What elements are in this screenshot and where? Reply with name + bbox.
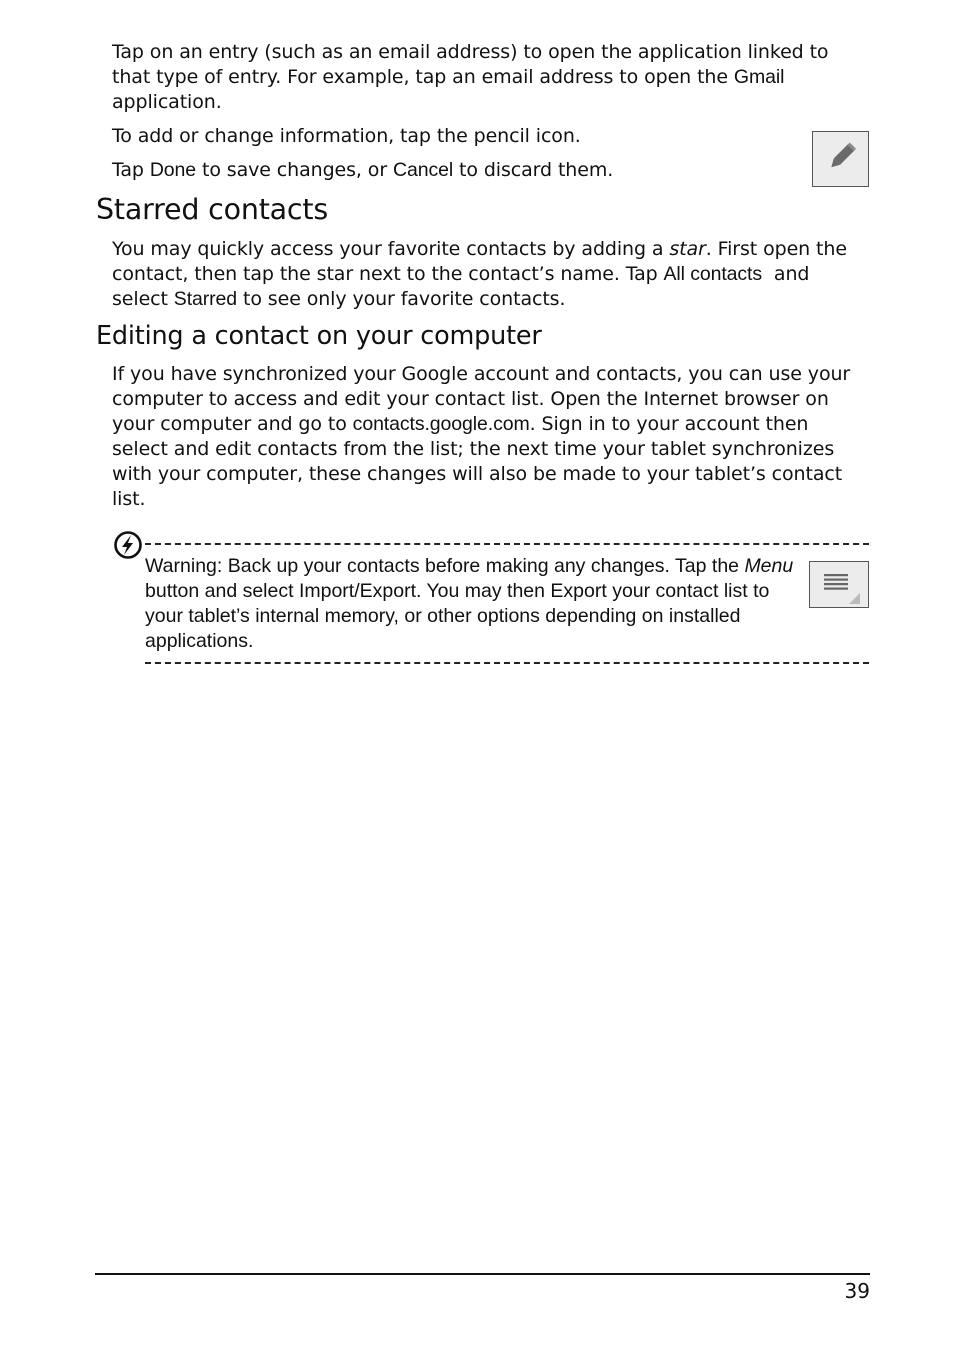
contacts-url: contacts.google.com xyxy=(352,413,530,435)
page-number: 39 xyxy=(844,1279,870,1303)
cancel-label: Cancel xyxy=(392,159,454,181)
menu-icon xyxy=(809,561,869,608)
gmail-label: Gmail xyxy=(733,66,785,88)
warning-text: Warning: Back up your contacts before making any changes. Tap the Menu button and select Import/Export. You may then Export your contact list to your tablet’s internal memory, or other options depending on installed applications. xyxy=(145,555,794,652)
editing-paragraph: If you have synchronized your Google account and contacts, you can use your computer to access and edit your contact list. Open the Internet browser on your computer and go to contacts.google.com. Sign in to your account then select and edit contacts from the list; the next time your tablet synchronizes with your computer, these changes will also be made to your tablet’s contact list. xyxy=(112,363,851,510)
editing-contact-heading: Editing a contact on your computer xyxy=(96,321,542,351)
warning-bottom-divider xyxy=(145,662,869,664)
warning-icon xyxy=(113,530,143,560)
all-contacts-label: All contacts xyxy=(663,263,763,285)
star-term: star xyxy=(669,238,706,260)
entry-paragraph: Tap on an entry (such as an email address) to open the application linked to that type of entry. For example, tap an email address to open the Gmail application. xyxy=(112,41,829,113)
warning-top-divider xyxy=(145,543,869,545)
pencil-icon xyxy=(812,131,869,187)
starred-label: Starred xyxy=(173,288,238,310)
starred-paragraph: You may quickly access your favorite contacts by adding a star. First open the contact, then tap the star next to the contact’s name. Tap All contacts and select Starred to see only your favorite contacts. xyxy=(112,238,847,310)
footer-rule xyxy=(95,1273,870,1275)
starred-contacts-heading: Starred contacts xyxy=(96,193,329,226)
done-paragraph: Tap Done to save changes, or Cancel to discard them. xyxy=(112,159,614,181)
pencil-paragraph: To add or change information, tap the pencil icon. xyxy=(112,125,581,147)
done-label: Done xyxy=(149,159,197,181)
menu-term: Menu xyxy=(744,555,794,577)
